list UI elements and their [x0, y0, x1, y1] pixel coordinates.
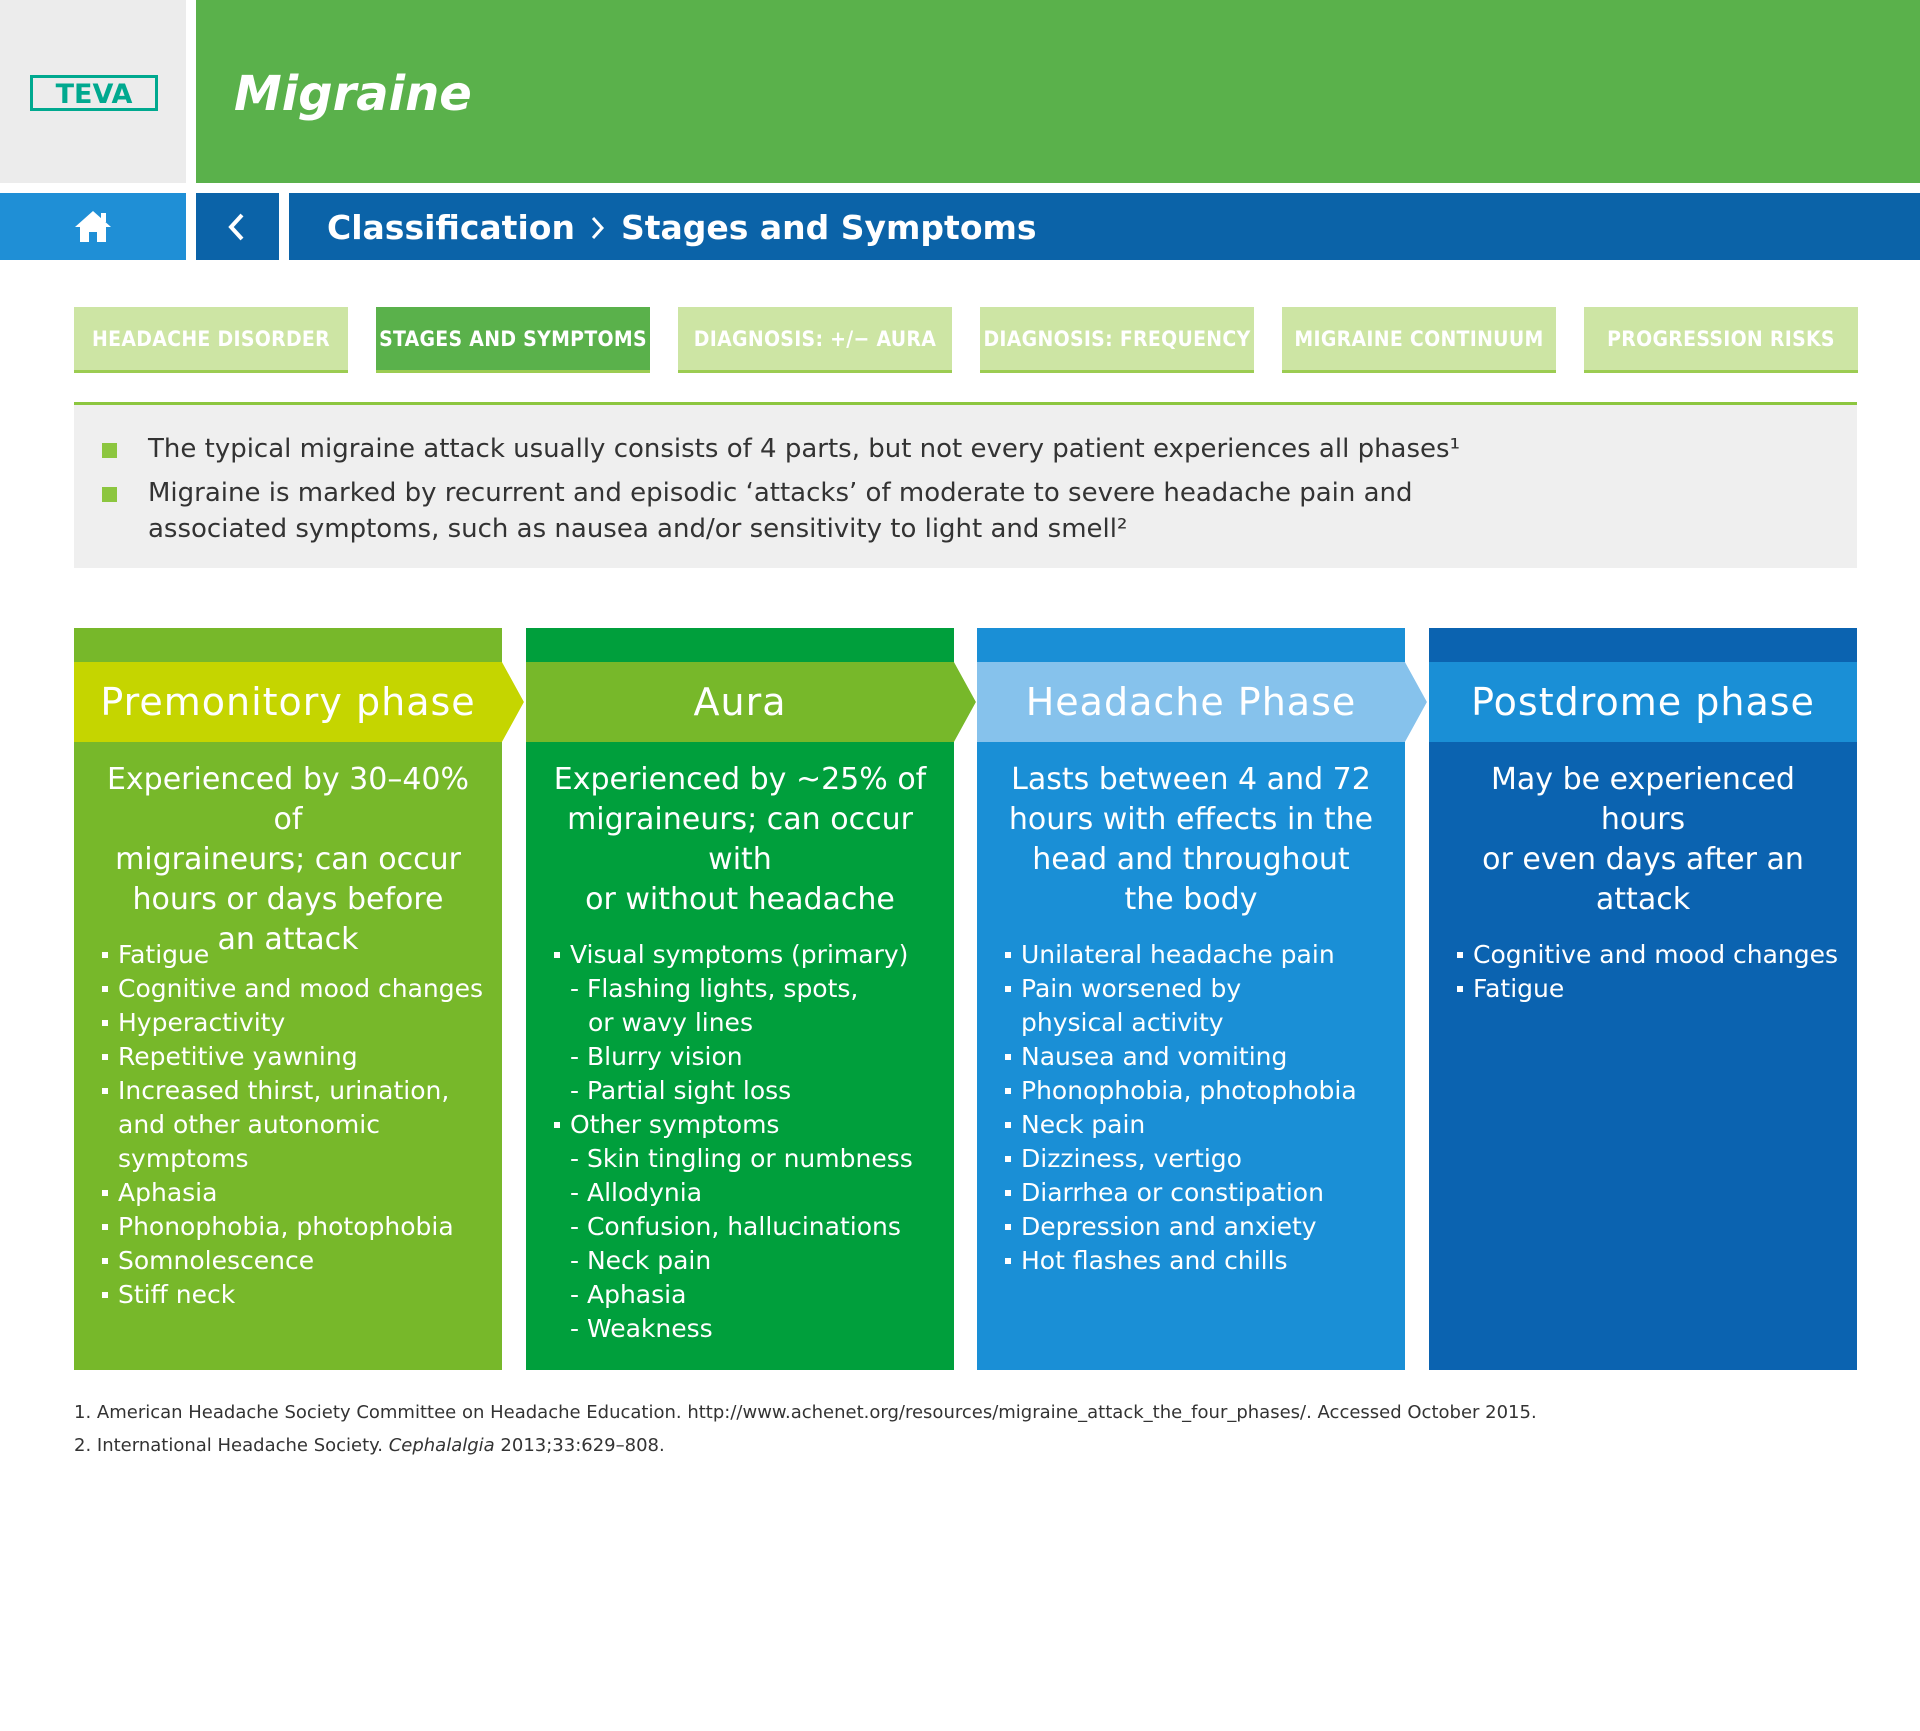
phase-description-line: migraineurs; can occur with [567, 802, 913, 877]
symptom-list [1455, 938, 1855, 1006]
symptom-item: Hyperactivity [100, 1006, 500, 1040]
tab-migraine-continuum[interactable]: MIGRAINE CONTINUUM [1282, 307, 1556, 373]
symptom-item: Dizziness, vertigo [1003, 1142, 1403, 1176]
phase-description [92, 760, 484, 960]
phase-description-line: head and throughout [1032, 842, 1350, 877]
symptom-item: Hot flashes and chills [1003, 1244, 1403, 1278]
symptom-list [552, 938, 952, 1346]
symptom-item: - Allodynia [570, 1178, 703, 1207]
symptom-item: Pain worsened by [1003, 972, 1403, 1006]
symptom-item: physical activity [1021, 1008, 1224, 1037]
breadcrumb-current: Stages and Symptoms [620, 208, 1037, 247]
symptom-item: Aphasia [100, 1176, 500, 1210]
phase-column-1 [74, 628, 502, 1370]
symptom-item: Depression and anxiety [1003, 1210, 1403, 1244]
footnote-2 [74, 1435, 665, 1456]
symptom-item: Visual symptoms (primary) [552, 938, 952, 972]
tab-progression-risks[interactable]: PROGRESSION RISKS [1584, 307, 1858, 373]
teva-logo [30, 75, 158, 111]
phase-header [526, 662, 990, 742]
symptom-item: - Blurry vision [570, 1042, 743, 1071]
phase-column-4 [1429, 628, 1857, 1370]
tab-headache-disorder[interactable]: HEADACHE DISORDER [74, 307, 348, 373]
app-title: Migraine [234, 66, 472, 122]
home-button[interactable] [0, 193, 186, 260]
phase-description-line: Lasts between 4 and 72 [1011, 762, 1371, 797]
phase-column-2 [526, 628, 954, 1370]
symptom-item: and other autonomic symptoms [118, 1110, 380, 1173]
footnote-1: 1. American Headache Society Committee on Headache Education. http://www.achenet.org/resources/migraine_attack_the_four_phases/. Accessed October 2015. [74, 1402, 1537, 1423]
symptom-item: - Neck pain [570, 1246, 712, 1275]
footnote-2-journal: Cephalalgia [388, 1435, 495, 1456]
symptom-item: Phonophobia, photophobia [1003, 1074, 1403, 1108]
bullet-square [102, 487, 117, 502]
symptom-item: Stiff neck [100, 1278, 500, 1312]
home-icon [73, 208, 113, 244]
phase-description-line: Experienced by ~25% of [553, 762, 927, 797]
logo-area [0, 0, 186, 183]
phase-header [74, 662, 538, 742]
phase-description-line: Experienced by 30–40% of [106, 762, 470, 837]
phase-title: Headache Phase [1025, 680, 1357, 724]
symptom-item: Diarrhea or constipation [1003, 1176, 1403, 1210]
svg-text:TEVA: TEVA [55, 79, 133, 110]
symptom-item: - Partial sight loss [570, 1076, 792, 1105]
symptom-item: Cognitive and mood changes [1455, 938, 1855, 972]
phase-description-line: an attack [217, 922, 359, 957]
tab-diagnosis-frequency[interactable]: DIAGNOSIS: FREQUENCY [980, 307, 1254, 373]
footnote-2-source: 2. International Headache Society. [74, 1435, 389, 1456]
title-bar [196, 0, 1920, 183]
intro-point-1: The typical migraine attack usually consists of 4 parts, but not every patient experiences all phases¹ [148, 434, 1460, 464]
phase-header [977, 662, 1441, 742]
symptom-item: Fatigue [100, 938, 500, 972]
bullet-square [102, 443, 117, 458]
symptom-list [1003, 938, 1403, 1278]
symptom-item: - Weakness [570, 1314, 713, 1343]
tab-stages-and-symptoms[interactable]: STAGES AND SYMPTOMS [376, 307, 650, 373]
symptom-item: Unilateral headache pain [1003, 938, 1403, 972]
phase-description-line: migraineurs; can occur [115, 842, 461, 877]
symptom-item: - Skin tingling or numbness [570, 1144, 913, 1173]
chevron-left-icon [227, 213, 247, 241]
back-button[interactable] [196, 193, 279, 260]
symptom-item: Phonophobia, photophobia [100, 1210, 500, 1244]
symptom-item: Nausea and vomiting [1003, 1040, 1403, 1074]
symptom-item: Fatigue [1455, 972, 1855, 1006]
phase-description [544, 760, 936, 920]
symptom-list [100, 938, 500, 1312]
symptom-item: - Confusion, hallucinations [570, 1212, 901, 1241]
phase-description-line: May be experienced hours [1491, 762, 1795, 837]
intro-point-2-line-2: associated symptoms, such as nausea and/or sensitivity to light and smell² [148, 514, 1128, 544]
phase-header [1429, 662, 1893, 742]
breadcrumb-parent[interactable]: Classification [327, 208, 575, 247]
chevron-right-icon [589, 215, 607, 241]
symptom-item: Neck pain [1003, 1108, 1403, 1142]
symptom-item: Other symptoms [552, 1108, 952, 1142]
symptom-item: - Aphasia [570, 1280, 687, 1309]
symptom-item: Repetitive yawning [100, 1040, 500, 1074]
footnote-2-ref: 2013;33:629–808. [494, 1435, 665, 1456]
tab-diagnosis-aura[interactable]: DIAGNOSIS: +/− AURA [678, 307, 952, 373]
phase-description-line: hours with effects in the [1008, 802, 1374, 837]
phase-description-line: the body [1124, 882, 1258, 917]
phase-description [1447, 760, 1839, 920]
phase-description-line: hours or days before [132, 882, 444, 917]
breadcrumb [289, 193, 1920, 260]
symptom-item: - Flashing lights, spots, [570, 974, 859, 1003]
symptom-item: or wavy lines [588, 1008, 753, 1037]
intro-box [74, 405, 1857, 568]
phase-description-line: or even days after an attack [1482, 842, 1804, 917]
phase-title: Postdrome phase [1471, 680, 1815, 724]
phase-description-line: or without headache [585, 882, 895, 917]
symptom-item: Increased thirst, urination, [100, 1074, 500, 1108]
phase-title: Aura [693, 680, 787, 724]
symptom-item: Somnolescence [100, 1244, 500, 1278]
phase-column-3 [977, 628, 1405, 1370]
phase-title: Premonitory phase [100, 680, 476, 724]
symptom-item: Cognitive and mood changes [100, 972, 500, 1006]
intro-point-2-line-1: Migraine is marked by recurrent and episodic ‘attacks’ of moderate to severe headache pain and [148, 478, 1413, 508]
phase-description [995, 760, 1387, 920]
